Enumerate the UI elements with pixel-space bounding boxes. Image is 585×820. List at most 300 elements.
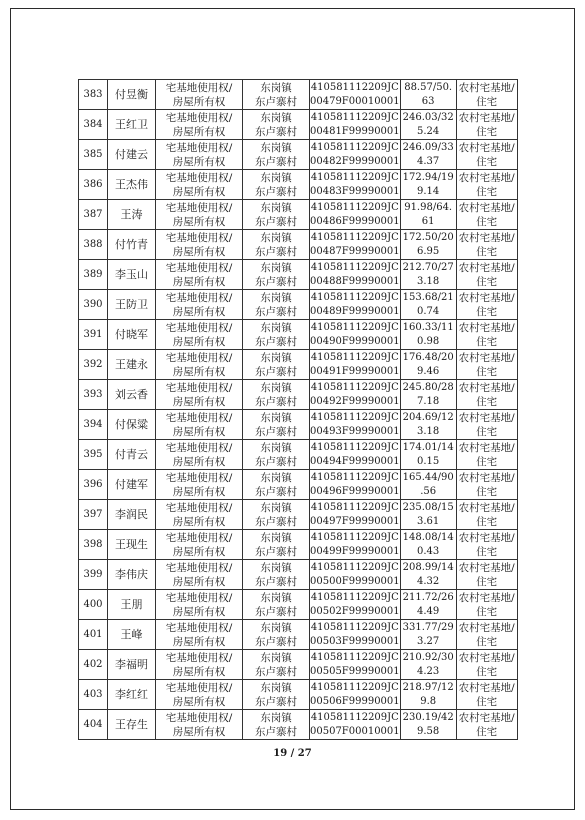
- location-text: 东岗镇: [260, 681, 292, 694]
- row-number-text: 393: [83, 388, 103, 400]
- owner-name: [108, 290, 156, 320]
- right-type-text: 宅基地使用权/: [165, 441, 233, 454]
- location-text: 东卢寨村: [255, 185, 297, 198]
- land-use-text: 住宅: [476, 215, 498, 228]
- owner-name: [108, 380, 156, 410]
- area-value-text: 172.94/19: [402, 171, 454, 183]
- land-use: [456, 710, 517, 740]
- location-text: 东岗镇: [260, 141, 292, 154]
- owner-name-text: 付昱衡: [115, 87, 148, 101]
- land-use: [456, 500, 517, 530]
- land-use-text: 住宅: [476, 425, 498, 438]
- right-type-text: 宅基地使用权/: [165, 171, 233, 184]
- certificate-number-text: 410581112209JC: [310, 321, 399, 333]
- land-use: [456, 590, 517, 620]
- certificate-number: [310, 380, 401, 410]
- area-value-text: 0.43: [417, 545, 440, 557]
- location: [243, 590, 310, 620]
- land-use-text: 住宅: [476, 725, 498, 738]
- location: [243, 170, 310, 200]
- owner-name-text: 王建永: [115, 357, 148, 371]
- location-text: 东卢寨村: [255, 635, 297, 648]
- right-type-text: 房屋所有权: [172, 155, 226, 168]
- right-type: [156, 650, 243, 680]
- right-type-text: 宅基地使用权/: [165, 531, 233, 544]
- land-use: [456, 680, 517, 710]
- table-row: [79, 620, 518, 650]
- area-value-text: 61: [421, 215, 435, 227]
- right-type-text: 房屋所有权: [172, 215, 226, 228]
- owner-name: [108, 680, 156, 710]
- certificate-number-text: 00494F99990001: [310, 455, 400, 467]
- land-use: [456, 110, 517, 140]
- land-use: [456, 440, 517, 470]
- right-type-text: 房屋所有权: [172, 395, 226, 408]
- certificate-number-text: 00491F99990001: [310, 365, 400, 377]
- owner-name: [108, 80, 156, 110]
- table-row: [79, 110, 518, 140]
- area-value-text: 9.8: [420, 695, 437, 707]
- certificate-number-text: 00489F99990001: [310, 305, 400, 317]
- owner-name-text: 王杰伟: [115, 177, 148, 191]
- certificate-number-text: 00482F99990001: [310, 155, 400, 167]
- certificate-number: [310, 140, 401, 170]
- location: [243, 530, 310, 560]
- location-text: 东岗镇: [260, 501, 292, 514]
- land-use: [456, 80, 517, 110]
- location-text: 东卢寨村: [255, 125, 297, 138]
- row-number-text: 399: [83, 568, 103, 580]
- location-text: 东岗镇: [260, 291, 292, 304]
- area-value: [400, 470, 456, 500]
- area-value-text: 204.69/12: [402, 411, 454, 423]
- certificate-number-text: 00503F99990001: [310, 635, 400, 647]
- land-use: [456, 410, 517, 440]
- land-use-text: 住宅: [476, 95, 498, 108]
- location-text: 东卢寨村: [255, 365, 297, 378]
- owner-name-text: 王存生: [115, 717, 148, 731]
- certificate-number-text: 410581112209JC: [310, 81, 399, 93]
- certificate-number: [310, 650, 401, 680]
- area-value-text: 172.50/20: [402, 231, 454, 243]
- right-type-text: 房屋所有权: [172, 545, 226, 558]
- land-use-text: 住宅: [476, 395, 498, 408]
- certificate-number: [310, 80, 401, 110]
- certificate-number-text: 00500F99990001: [310, 575, 400, 587]
- land-use-text: 农村宅基地/: [458, 81, 515, 94]
- owner-name-text: 付建军: [115, 477, 148, 491]
- right-type-text: 房屋所有权: [172, 425, 226, 438]
- right-type-text: 房屋所有权: [172, 635, 226, 648]
- owner-name-text: 王朋: [120, 597, 143, 611]
- land-use-text: 住宅: [476, 245, 498, 258]
- certificate-number-text: 410581112209JC: [310, 651, 399, 663]
- area-value: [400, 680, 456, 710]
- owner-name-text: 付晓军: [115, 327, 148, 341]
- certificate-number-text: 00505F99990001: [310, 665, 400, 677]
- land-use: [456, 230, 517, 260]
- location-text: 东卢寨村: [255, 545, 297, 558]
- row-number-text: 391: [83, 328, 103, 340]
- land-use-text: 住宅: [476, 185, 498, 198]
- table-row: [79, 680, 518, 710]
- land-use-text: 住宅: [476, 485, 498, 498]
- certificate-number-text: 410581112209JC: [310, 591, 399, 603]
- right-type: [156, 290, 243, 320]
- table-row: [79, 380, 518, 410]
- certificate-number-text: 410581112209JC: [310, 501, 399, 513]
- certificate-number-text: 00492F99990001: [310, 395, 400, 407]
- table-row: [79, 440, 518, 470]
- owner-name: [108, 350, 156, 380]
- location-text: 东卢寨村: [255, 305, 297, 318]
- area-value: [400, 620, 456, 650]
- land-use-text: 住宅: [476, 365, 498, 378]
- location-text: 东卢寨村: [255, 95, 297, 108]
- owner-name-text: 李伟庆: [115, 567, 148, 581]
- land-use: [456, 200, 517, 230]
- owner-name: [108, 320, 156, 350]
- row-number-text: 401: [83, 628, 103, 640]
- land-use-text: 农村宅基地/: [458, 171, 515, 184]
- row-number: [79, 200, 108, 230]
- right-type-text: 宅基地使用权/: [165, 231, 233, 244]
- land-use: [456, 350, 517, 380]
- certificate-number-text: 410581112209JC: [310, 111, 399, 123]
- right-type-text: 房屋所有权: [172, 515, 226, 528]
- owner-name: [108, 650, 156, 680]
- table-row: [79, 560, 518, 590]
- row-number-text: 403: [83, 688, 103, 700]
- row-number: [79, 320, 108, 350]
- right-type-text: 宅基地使用权/: [165, 261, 233, 274]
- location: [243, 200, 310, 230]
- certificate-number-text: 00496F99990001: [310, 485, 400, 497]
- right-type-text: 房屋所有权: [172, 335, 226, 348]
- certificate-number: [310, 470, 401, 500]
- right-type-text: 宅基地使用权/: [165, 201, 233, 214]
- land-use-text: 住宅: [476, 575, 498, 588]
- row-number-text: 387: [83, 208, 103, 220]
- right-type: [156, 530, 243, 560]
- row-number-text: 385: [83, 148, 103, 160]
- land-use-text: 农村宅基地/: [458, 321, 515, 334]
- location-text: 东岗镇: [260, 621, 292, 634]
- owner-name: [108, 590, 156, 620]
- row-number-text: 388: [83, 238, 103, 250]
- area-value-text: 3.27: [417, 635, 440, 647]
- right-type-text: 房屋所有权: [172, 485, 226, 498]
- area-value: [400, 380, 456, 410]
- table-row: [79, 470, 518, 500]
- location-text: 东岗镇: [260, 411, 292, 424]
- area-value: [400, 230, 456, 260]
- row-number-text: 404: [83, 718, 103, 730]
- row-number: [79, 110, 108, 140]
- certificate-number-text: 410581112209JC: [310, 411, 399, 423]
- area-value-text: 0.98: [417, 335, 440, 347]
- right-type-text: 房屋所有权: [172, 185, 226, 198]
- certificate-number-text: 410581112209JC: [310, 471, 399, 483]
- location-text: 东岗镇: [260, 711, 292, 724]
- area-value-text: 210.92/30: [402, 651, 454, 663]
- owner-name-text: 王现生: [115, 537, 148, 551]
- owner-name-text: 李红红: [115, 687, 148, 701]
- certificate-number: [310, 230, 401, 260]
- right-type: [156, 440, 243, 470]
- location-text: 东卢寨村: [255, 485, 297, 498]
- right-type-text: 宅基地使用权/: [165, 651, 233, 664]
- table-body: [79, 80, 518, 740]
- right-type-text: 房屋所有权: [172, 365, 226, 378]
- location-text: 东岗镇: [260, 81, 292, 94]
- location-text: 东卢寨村: [255, 455, 297, 468]
- land-use-text: 农村宅基地/: [458, 711, 515, 724]
- location: [243, 110, 310, 140]
- area-value-text: 331.77/29: [402, 621, 454, 633]
- right-type-text: 房屋所有权: [172, 305, 226, 318]
- land-use: [456, 560, 517, 590]
- certificate-number-text: 00493F99990001: [310, 425, 400, 437]
- certificate-number-text: 00497F99990001: [310, 515, 400, 527]
- area-value: [400, 710, 456, 740]
- table-row: [79, 500, 518, 530]
- area-value-text: 5.24: [417, 125, 440, 137]
- land-use-text: 农村宅基地/: [458, 621, 515, 634]
- certificate-number-text: 410581112209JC: [310, 561, 399, 573]
- row-number-text: 395: [83, 448, 103, 460]
- row-number-text: 394: [83, 418, 103, 430]
- owner-name-text: 王红卫: [115, 117, 148, 131]
- right-type-text: 宅基地使用权/: [165, 561, 233, 574]
- area-value-text: 4.49: [417, 605, 440, 617]
- row-number: [79, 350, 108, 380]
- right-type-text: 房屋所有权: [172, 125, 226, 138]
- land-use-text: 农村宅基地/: [458, 591, 515, 604]
- certificate-number-text: 410581112209JC: [310, 681, 399, 693]
- certificate-number-text: 410581112209JC: [310, 381, 399, 393]
- area-value-text: 4.37: [417, 155, 440, 167]
- land-use-text: 农村宅基地/: [458, 141, 515, 154]
- location-text: 东岗镇: [260, 591, 292, 604]
- land-use-text: 农村宅基地/: [458, 201, 515, 214]
- right-type: [156, 470, 243, 500]
- land-use-text: 住宅: [476, 545, 498, 558]
- certificate-number-text: 410581112209JC: [310, 261, 399, 273]
- land-use-text: 住宅: [476, 515, 498, 528]
- right-type: [156, 170, 243, 200]
- area-value: [400, 410, 456, 440]
- certificate-number: [310, 260, 401, 290]
- location-text: 东岗镇: [260, 231, 292, 244]
- location-text: 东卢寨村: [255, 215, 297, 228]
- certificate-number-text: 00502F99990001: [310, 605, 400, 617]
- area-value-text: 176.48/20: [402, 351, 454, 363]
- location-text: 东岗镇: [260, 321, 292, 334]
- location: [243, 380, 310, 410]
- right-type-text: 宅基地使用权/: [165, 321, 233, 334]
- area-value: [400, 560, 456, 590]
- table-row: [79, 170, 518, 200]
- row-number-text: 383: [83, 88, 103, 100]
- certificate-number-text: 410581112209JC: [310, 231, 399, 243]
- area-value: [400, 110, 456, 140]
- land-use: [456, 620, 517, 650]
- land-use-text: 住宅: [476, 605, 498, 618]
- owner-name-text: 付保粱: [115, 417, 148, 431]
- right-type-text: 房屋所有权: [172, 575, 226, 588]
- right-type: [156, 140, 243, 170]
- area-value: [400, 140, 456, 170]
- land-use-text: 农村宅基地/: [458, 651, 515, 664]
- certificate-number-text: 00488F99990001: [310, 275, 400, 287]
- table-row: [79, 200, 518, 230]
- area-value-text: 9.46: [417, 365, 440, 377]
- certificate-number-text: 00487F99990001: [310, 245, 400, 257]
- location: [243, 440, 310, 470]
- area-value-text: 88.57/50.: [404, 81, 453, 93]
- area-value-text: 4.23: [417, 665, 440, 677]
- area-value-text: 0.74: [417, 305, 440, 317]
- area-value-text: 4.32: [417, 575, 440, 587]
- row-number: [79, 170, 108, 200]
- right-type-text: 宅基地使用权/: [165, 471, 233, 484]
- right-type: [156, 620, 243, 650]
- location-text: 东岗镇: [260, 201, 292, 214]
- certificate-number: [310, 110, 401, 140]
- right-type-text: 宅基地使用权/: [165, 141, 233, 154]
- row-number: [79, 440, 108, 470]
- certificate-number: [310, 290, 401, 320]
- table-row: [79, 710, 518, 740]
- area-value-text: 3.18: [417, 425, 440, 437]
- land-use-text: 住宅: [476, 665, 498, 678]
- land-use-text: 住宅: [476, 695, 498, 708]
- owner-name-text: 王涛: [120, 207, 143, 221]
- location: [243, 80, 310, 110]
- land-use-text: 农村宅基地/: [458, 681, 515, 694]
- location: [243, 320, 310, 350]
- certificate-number-text: 410581112209JC: [310, 141, 399, 153]
- location-text: 东岗镇: [260, 471, 292, 484]
- location-text: 东岗镇: [260, 651, 292, 664]
- right-type-text: 房屋所有权: [172, 695, 226, 708]
- right-type: [156, 230, 243, 260]
- row-number-text: 397: [83, 508, 103, 520]
- right-type: [156, 80, 243, 110]
- certificate-number-text: 00507F00010001: [310, 725, 400, 737]
- certificate-number-text: 00481F99990001: [310, 125, 400, 137]
- registration-table: [78, 79, 518, 740]
- row-number-text: 389: [83, 268, 103, 280]
- location-text: 东卢寨村: [255, 425, 297, 438]
- location: [243, 710, 310, 740]
- certificate-number: [310, 350, 401, 380]
- right-type: [156, 590, 243, 620]
- area-value-text: 235.08/15: [402, 501, 454, 513]
- row-number: [79, 680, 108, 710]
- row-number: [79, 530, 108, 560]
- table-row: [79, 260, 518, 290]
- right-type-text: 房屋所有权: [172, 95, 226, 108]
- certificate-number-text: 00483F99990001: [310, 185, 400, 197]
- location: [243, 500, 310, 530]
- right-type: [156, 410, 243, 440]
- area-value: [400, 170, 456, 200]
- certificate-number-text: 410581112209JC: [310, 201, 399, 213]
- table-row: [79, 140, 518, 170]
- certificate-number: [310, 410, 401, 440]
- row-number-text: 402: [83, 658, 103, 670]
- location: [243, 620, 310, 650]
- area-value-text: 160.33/11: [402, 321, 454, 333]
- area-value: [400, 200, 456, 230]
- right-type-text: 房屋所有权: [172, 725, 226, 738]
- location: [243, 650, 310, 680]
- row-number-text: 398: [83, 538, 103, 550]
- right-type-text: 宅基地使用权/: [165, 501, 233, 514]
- row-number-text: 392: [83, 358, 103, 370]
- right-type-text: 宅基地使用权/: [165, 591, 233, 604]
- certificate-number: [310, 680, 401, 710]
- area-value: [400, 80, 456, 110]
- owner-name: [108, 200, 156, 230]
- row-number: [79, 260, 108, 290]
- location-text: 东卢寨村: [255, 335, 297, 348]
- area-value-text: 91.98/64.: [404, 201, 453, 213]
- area-value-text: 211.72/26: [402, 591, 454, 603]
- area-value-text: 148.08/14: [402, 531, 454, 543]
- row-number: [79, 380, 108, 410]
- row-number: [79, 650, 108, 680]
- table-row: [79, 410, 518, 440]
- owner-name-text: 付建云: [115, 147, 148, 161]
- certificate-number: [310, 530, 401, 560]
- certificate-number: [310, 200, 401, 230]
- right-type: [156, 260, 243, 290]
- land-use-text: 农村宅基地/: [458, 471, 515, 484]
- owner-name-text: 李润民: [115, 507, 148, 521]
- right-type: [156, 710, 243, 740]
- location-text: 东卢寨村: [255, 155, 297, 168]
- owner-name: [108, 140, 156, 170]
- owner-name: [108, 470, 156, 500]
- owner-name: [108, 110, 156, 140]
- owner-name-text: 付青云: [115, 447, 148, 461]
- location-text: 东卢寨村: [255, 575, 297, 588]
- right-type-text: 房屋所有权: [172, 245, 226, 258]
- right-type-text: 宅基地使用权/: [165, 681, 233, 694]
- owner-name-text: 付竹青: [115, 237, 148, 251]
- location-text: 东卢寨村: [255, 515, 297, 528]
- right-type: [156, 380, 243, 410]
- area-value: [400, 440, 456, 470]
- table-row: [79, 320, 518, 350]
- area-value-text: 3.18: [417, 275, 440, 287]
- land-use-text: 农村宅基地/: [458, 111, 515, 124]
- area-value-text: 0.15: [417, 455, 440, 467]
- right-type-text: 宅基地使用权/: [165, 291, 233, 304]
- area-value-text: .56: [420, 485, 437, 497]
- area-value-text: 165.44/90: [402, 471, 454, 483]
- certificate-number: [310, 590, 401, 620]
- row-number: [79, 230, 108, 260]
- certificate-number-text: 410581112209JC: [310, 711, 399, 723]
- certificate-number-text: 410581112209JC: [310, 171, 399, 183]
- area-value: [400, 260, 456, 290]
- row-number-text: 390: [83, 298, 103, 310]
- right-type: [156, 560, 243, 590]
